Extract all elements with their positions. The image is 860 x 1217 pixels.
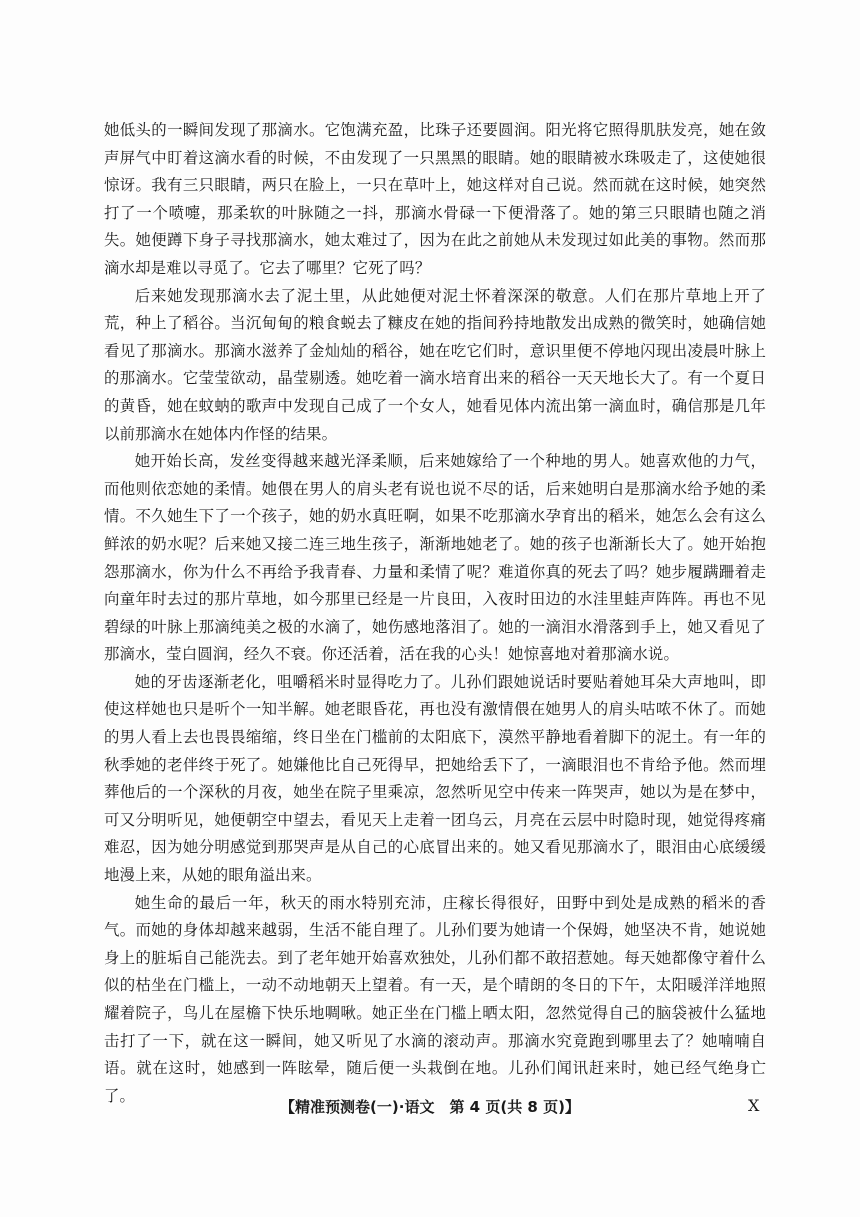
footer-page-label: 【精准预测卷(一)·语文 第 4 页(共 8 页)】 bbox=[280, 1098, 580, 1116]
passage-paragraph-2: 后来她发现那滴水去了泥土里，从此她便对泥土怀着深深的敬意。人们在那片草地上开了荒，种上了稻谷。当沉甸甸的粮食蜕去了糠皮在她的指间矜持地散发出成熟的微笑时，她确信她看见了那滴水。那滴水滋养了金灿灿的稻谷，她在吃它们时，意识里便不停地闪现出凌晨叶脉上的那滴水。它莹莹欲动，晶莹剔透。她吃着一滴水培育出来的稻谷一天天地长大了。有一个夏日的黄昏，她在蚊蚋的歌声中发现自己成了一个女人，她看见体内流出第一滴血时，确信那是几年以前那滴水在她体内作怪的结果。 bbox=[104, 286, 766, 443]
passage-paragraph-1: 她低头的一瞬间发现了那滴水。它饱满充盈，比珠子还要圆润。阳光将它照得肌肤发亮，她在敛声屏气中盯着这滴水看的时候，不由发现了一只黑黑的眼睛。她的眼睛被水珠吸走了，这使她很惊讶。我有三只眼睛，两只在脸上，一只在草叶上，她这样对自己说。然而就在这时候，她突然打了一个喷嚏，那柔软的叶脉随之一抖，那滴水骨碌一下便滑落了。她的第三只眼睛也随之消失。她便蹲下身子寻找那滴水，她太难过了，因为在此之前她从未发现过如此美的事物。然而那滴水却是难以寻觅了。它去了哪里？它死了吗？ bbox=[104, 121, 766, 277]
footer-mark: X bbox=[748, 1096, 760, 1115]
passage-paragraph-4: 她的牙齿逐渐老化，咀嚼稻米时显得吃力了。儿孙们跟她说话时要贴着她耳朵大声地叫，即使这样她也只是听个一知半解。她老眼昏花，再也没有激情偎在她男人的肩头咕哝不休了。而她的男人看上去也畏畏缩缩，终日坐在门槛前的太阳底下，漠然平静地看着脚下的泥土。有一年的秋季她的老伴终于死了。她嫌他比自己死得早，把她给丢下了，一滴眼泪也不肯给予他。然而埋葬他后的一个深秋的月夜，她坐在院子里乘凉，忽然听见空中传来一阵哭声，她以为是在梦中，可又分明听见，她便朝空中望去，看见天上走着一团乌云，月亮在云层中时隐时现，她觉得疼痛难忍，因为她分明感觉到那哭声是从自己的心底冒出来的。她又看见那滴水了，眼泪由心底缓缓地漫上来，从她的眼角溢出来。 bbox=[104, 672, 766, 885]
passage-paragraph-5: 她生命的最后一年，秋天的雨水特别充沛，庄稼长得很好，田野中到处是成熟的稻米的香气。而她的身体却越来越弱，生活不能自理了。儿孙们要为她请一个保姆，她坚决不肯，她说她身上的脏垢自己能洗去。到了老年她开始喜欢独处，儿孙们都不敢招惹她。每天她都像守着什么似的枯坐在门槛上，一动不动地朝天上望着。有一天，是个晴朗的冬日的下午，太阳暖洋洋地照耀着院子，鸟儿在屋檐下快乐地啁啾。她正坐在门槛上晒太阳，忽然觉得自己的脑袋被什么猛地击打了一下，就在这一瞬间，她又听见了水滴的滚动声。那滴水究竟跑到哪里去了？她喃喃自语。就在这时，她感到一阵眩晕，随后便一头栽倒在地。儿孙们闻讯赶来时，她已经气绝身亡了。 bbox=[104, 893, 766, 1105]
passage-paragraph-3: 她开始长高，发丝变得越来越光泽柔顺，后来她嫁给了一个种地的男人。她喜欢他的力气，而他则依恋她的柔情。她偎在男人的肩头老有说也说不尽的话，后来她明白是那滴水给予她的柔情。不久她生下了一个孩子，她的奶水真旺啊，如果不吃那滴水孕育出的稻米，她怎么会有这么鲜浓的奶水呢？后来她又接二连三地生孩子，渐渐地她老了。她的孩子也渐渐长大了。她开始抱怨那滴水，你为什么不再给予我青春、力量和柔情了呢？难道你真的死去了吗？她步履蹒跚着走向童年时去过的那片草地，如今那里已经是一片良田，入夜时田边的水洼里蛙声阵阵。再也不见碧绿的叶脉上那滴纯美之极的水滴了，她伤感地落泪了。她的一滴泪水滑落到手上，她又看见了那滴水，莹白圆润，经久不衰。你还活着，活在我的心头！她惊喜地对着那滴水说。 bbox=[104, 452, 766, 664]
page-footer bbox=[0, 1092, 860, 1122]
passage-text bbox=[104, 117, 766, 1110]
